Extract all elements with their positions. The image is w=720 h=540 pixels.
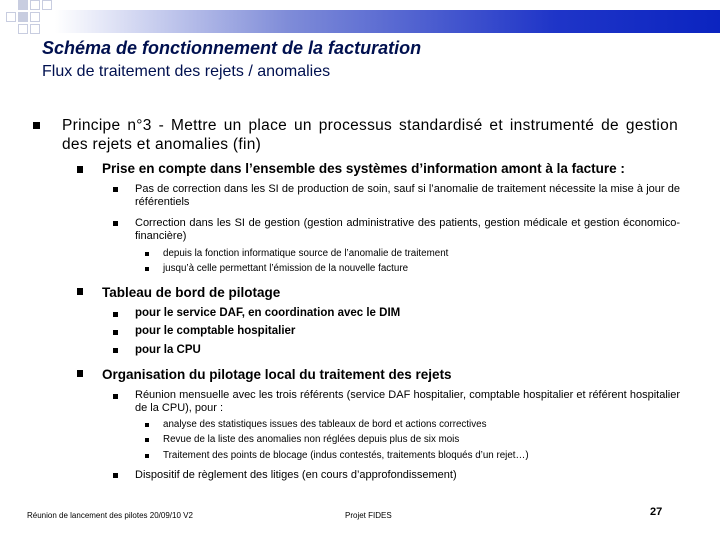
list-item: Réunion mensuelle avec les trois référents (service DAF hospitalier, comptable hospitalier et référent hospitalier de la CPU), pour : xyxy=(135,389,680,414)
sub-list-item: depuis la fonction informatique source de l’anomalie de traitement xyxy=(163,248,449,259)
list-item: Correction dans les SI de gestion (gestion administrative des patients, gestion médicale et gestion économico-financière) xyxy=(135,217,680,242)
bullet-square xyxy=(113,187,118,192)
bullet-square xyxy=(77,288,83,295)
bullet-square xyxy=(113,312,118,317)
sub-list-item: jusqu’à celle permettant l’émission de la nouvelle facture xyxy=(163,263,409,274)
list-item: pour le comptable hospitalier xyxy=(135,325,296,337)
bullet-square xyxy=(113,473,118,478)
bullet-square xyxy=(145,267,149,271)
bullet-square xyxy=(145,423,149,427)
bullet-square xyxy=(33,122,40,129)
sub-list-item: Revue de la liste des anomalies non réglées depuis plus de six mois xyxy=(163,434,460,445)
page-title: Schéma de fonctionnement de la facturation xyxy=(42,38,422,58)
list-item: pour le service DAF, en coordination avec le DIM xyxy=(135,307,401,319)
sub-list-item: analyse des statistiques issues des tableaux de bord et actions correctives xyxy=(163,419,487,430)
footer-center: Projet FIDES xyxy=(345,511,392,520)
principle-text: Principe n°3 - Mettre un place un processus standardisé et instrumenté de gestion des rejets et anomalies (fin) xyxy=(62,117,678,153)
section-heading: Prise en compte dans l’ensemble des systèmes d’information amont à la facture : xyxy=(102,161,625,176)
list-item: pour la CPU xyxy=(135,344,201,356)
bullet-square xyxy=(145,438,149,442)
footer-left: Réunion de lancement des pilotes 20/09/10 V2 xyxy=(27,511,193,520)
bullet-square xyxy=(77,166,83,173)
bullet-square xyxy=(145,252,149,256)
bullet-square xyxy=(113,394,118,399)
bullet-square xyxy=(113,330,118,335)
list-item: Pas de correction dans les SI de production de soin, sauf si l’anomalie de traitement nécessite la mise à jour de référentiels xyxy=(135,183,680,208)
bullet-square xyxy=(77,370,83,377)
page-number: 27 xyxy=(650,506,663,518)
list-item: Dispositif de règlement des litiges (en cours d’approfondissement) xyxy=(135,469,457,481)
section-heading: Organisation du pilotage local du traitement des rejets xyxy=(102,367,452,382)
header-bar xyxy=(55,10,720,33)
sub-list-item: Traitement des points de blocage (indus contestés, traitements bloqués d’un rejet…) xyxy=(163,450,529,461)
bullet-square xyxy=(145,454,149,458)
bullet-square xyxy=(113,348,118,353)
bullet-square xyxy=(113,221,118,226)
decorative-grid xyxy=(0,0,60,40)
section-heading: Tableau de bord de pilotage xyxy=(102,285,281,300)
page-subtitle: Flux de traitement des rejets / anomalies xyxy=(42,63,331,80)
